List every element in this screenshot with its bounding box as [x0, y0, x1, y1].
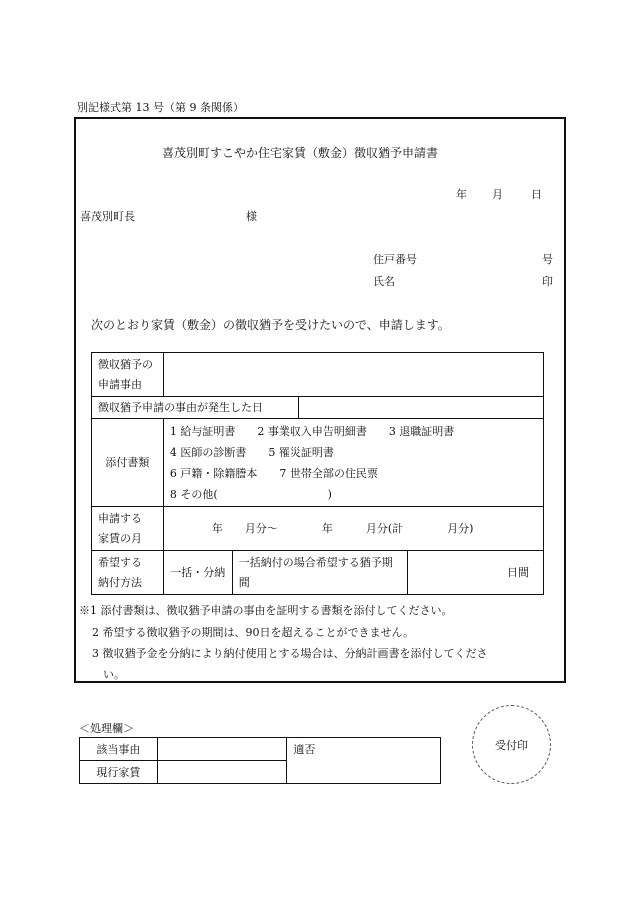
occurred-date-field[interactable] — [298, 397, 543, 419]
suitability-label: 適否 — [293, 743, 316, 756]
unit-number-label: 住戸番号 — [373, 253, 417, 266]
attachment-line: 6 戸籍・除籍謄本 7 世帯全部の住民票 — [169, 466, 378, 480]
deferral-period-label: 一括納付の場合希望する猶予期間 — [232, 551, 408, 595]
current-rent-field[interactable] — [157, 761, 287, 784]
occurred-label: 徴収猶予申請の事由が発生した日 — [92, 397, 299, 419]
reason-field[interactable] — [163, 353, 543, 397]
addressee-name: 喜茂別町長 — [80, 210, 135, 223]
deferral-days-field[interactable]: 日間 — [408, 551, 544, 595]
occurred-row — [92, 397, 544, 419]
form-reference: 別記様式第 13 号（第 9 条関係） — [77, 101, 244, 114]
reception-stamp-label: 受付印 — [495, 738, 528, 752]
intro-text: 次のとおり家賃（敷金）の徴収猶予を受けたいので、申請します。 — [91, 318, 450, 332]
application-table — [91, 352, 544, 595]
note-1: ※1 添付書類は、徴収猶予申請の事由を証明する書類を添付してください。 — [79, 604, 453, 617]
rent-month-label: 申請する 家賃の月 — [92, 507, 164, 551]
addressee-honorific: 様 — [246, 210, 257, 223]
date-month: 月 — [492, 188, 503, 201]
attachments-list — [163, 419, 543, 507]
suitability-cell[interactable] — [287, 738, 441, 784]
processing-title: ＜処理欄＞ — [79, 722, 134, 735]
reason-label: 徴収猶予の 申請事由 — [92, 353, 164, 397]
note-3: 3 徴収猶予金を分納により納付使用とする場合は、分納計画書を添付してくださ — [92, 647, 488, 660]
attachment-line: 8 その他( ) — [169, 487, 332, 501]
applicable-reason-field[interactable] — [157, 738, 287, 761]
form-title: 喜茂別町すこやか住宅家賃（敷金）徴収猶予申請書 — [162, 146, 439, 160]
reason-row — [92, 353, 544, 397]
reception-stamp-circle — [472, 705, 551, 784]
seal-mark: 印 — [542, 275, 553, 288]
rent-month-value[interactable]: 年 月分～ 年 月分(計 月分) — [163, 507, 543, 551]
attachment-line: 4 医師の診断書 5 罹災証明書 — [169, 445, 334, 459]
payment-method-choice[interactable]: 一括・分納 — [163, 551, 232, 595]
note-2: 2 希望する徴収猶予の期間は、90日を超えることができません。 — [92, 626, 415, 639]
unit-number-suffix: 号 — [542, 253, 553, 266]
rent-month-row — [92, 507, 544, 551]
attachments-label: 添付書類 — [92, 419, 164, 507]
applicable-reason-label: 該当事由 — [80, 738, 158, 761]
payment-method-label: 希望する 納付方法 — [92, 551, 164, 595]
applicant-name-label: 氏名 — [373, 275, 395, 288]
note-3-continued: い。 — [103, 668, 125, 681]
current-rent-label: 現行家賃 — [80, 761, 158, 784]
attachments-row — [92, 419, 544, 507]
processing-table — [79, 737, 441, 784]
date-year: 年 — [456, 188, 467, 201]
attachment-line: 1 給与証明書 2 事業収入申告明細書 3 退職証明書 — [169, 424, 455, 438]
date-day: 日 — [531, 188, 542, 201]
payment-row — [92, 551, 544, 595]
